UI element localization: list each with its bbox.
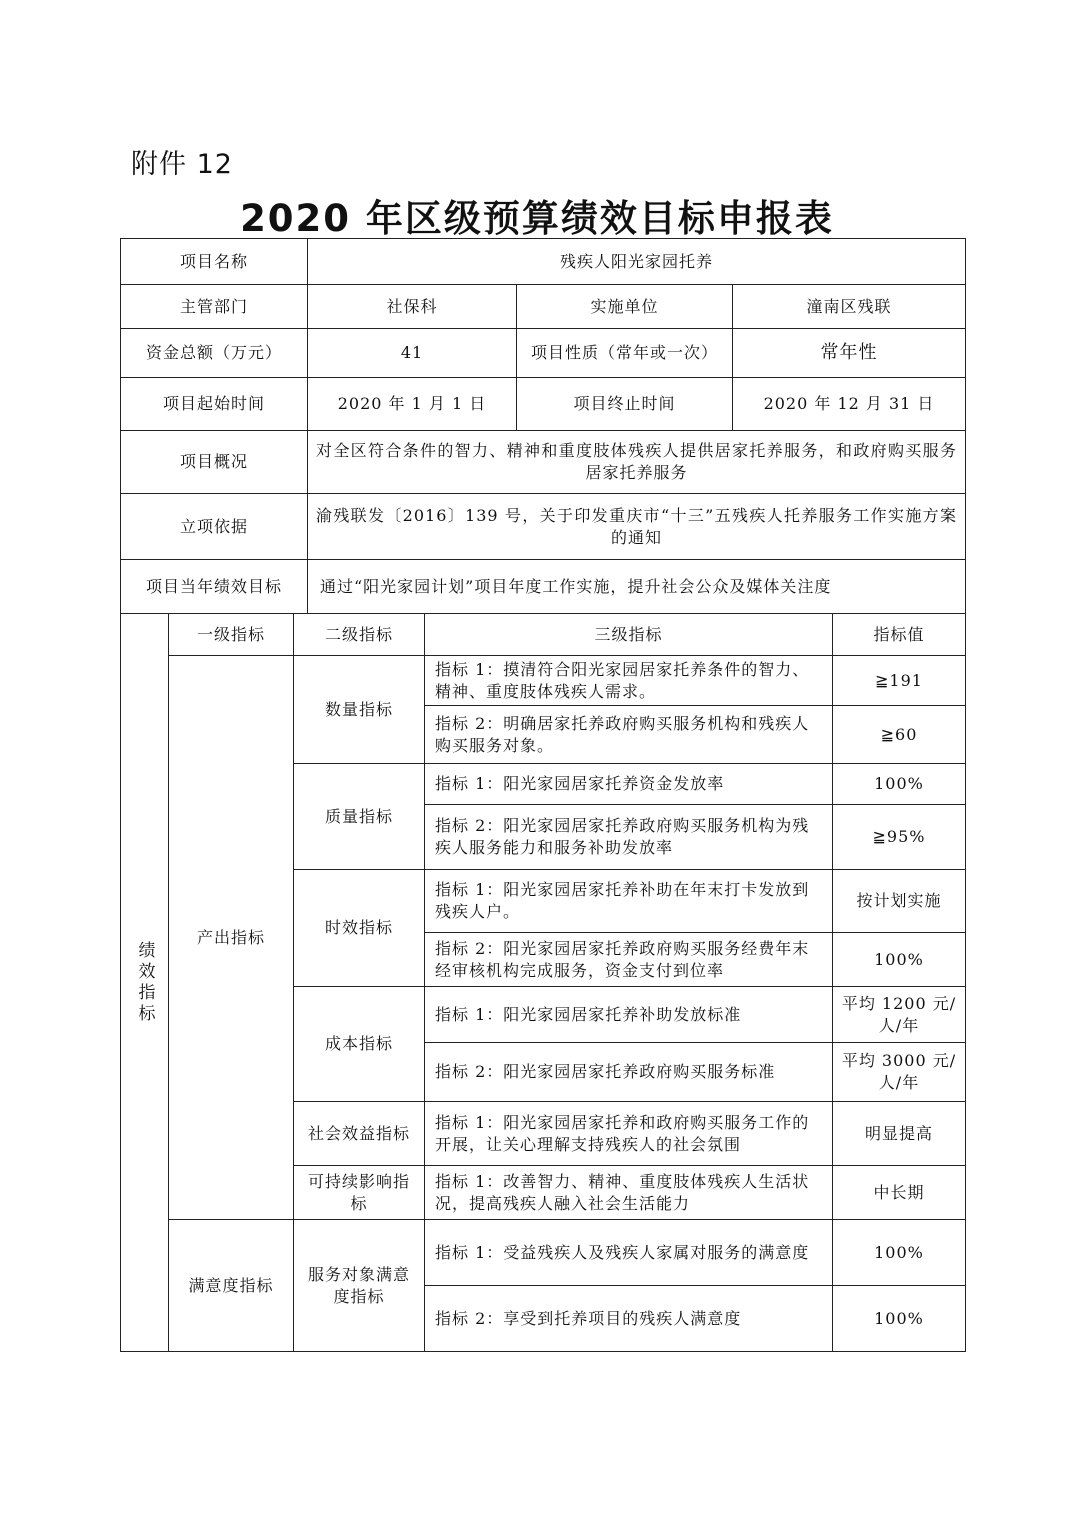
project-name-label: 项目名称: [121, 239, 308, 285]
impl-unit-value: 潼南区残联: [733, 285, 966, 329]
col-header-level3: 三级指标: [425, 614, 833, 656]
indicator-value: 中长期: [833, 1166, 966, 1220]
indicator-value: ≧95%: [833, 805, 966, 870]
indicator-text: 指标 1：摸清符合阳光家园居家托养条件的智力、精神、重度肢体残疾人需求。: [425, 656, 833, 706]
indicator-value: ≧191: [833, 656, 966, 706]
page-title: 2020 年区级预算绩效目标申报表: [240, 197, 834, 240]
col-header-level2: 二级指标: [294, 614, 425, 656]
indicator-text: 指标 1：阳光家园居家托养补助发放标准: [425, 987, 833, 1043]
overview-value: 对全区符合条件的智力、精神和重度肢体残疾人提供居家托养服务，和政府购买服务居家托养服务: [308, 431, 966, 494]
col-header-level1: 一级指标: [169, 614, 294, 656]
sustainable-impact-indicator-label: 可持续影响指标: [294, 1166, 425, 1220]
indicator-value: 明显提高: [833, 1102, 966, 1166]
indicator-text: 指标 2：明确居家托养政府购买服务机构和残疾人购买服务对象。: [425, 706, 833, 764]
end-value: 2020 年 12 月 31 日: [733, 378, 966, 431]
project-info-table: [120, 238, 966, 614]
overview-label: 项目概况: [121, 431, 308, 494]
indicator-value: 100%: [833, 1286, 966, 1352]
fund-value: 41: [308, 329, 517, 378]
fund-label: 资金总额（万元）: [121, 329, 308, 378]
impl-unit-label: 实施单位: [517, 285, 733, 329]
satisfaction-indicator-label: 满意度指标: [169, 1220, 294, 1352]
attachment-number: 附件 12: [131, 149, 233, 180]
goal-label: 项目当年绩效目标: [121, 560, 308, 614]
indicator-text: 指标 2：阳光家园居家托养政府购买服务机构为残疾人服务能力和服务补助发放率: [425, 805, 833, 870]
indicator-value: 100%: [833, 933, 966, 987]
dept-value: 社保科: [308, 285, 517, 329]
service-satisfaction-indicator-label: 服务对象满意度指标: [294, 1220, 425, 1352]
quantity-indicator-label: 数量指标: [294, 656, 425, 764]
indicator-text: 指标 1：改善智力、精神、重度肢体残疾人生活状况，提高残疾人融入社会生活能力: [425, 1166, 833, 1220]
indicator-text: 指标 1：阳光家园居家托养补助在年末打卡发放到残疾人户。: [425, 870, 833, 933]
indicator-text: 指标 2：阳光家园居家托养政府购买服务标准: [425, 1043, 833, 1102]
project-name-value: 残疾人阳光家园托养: [308, 239, 966, 285]
indicator-value: 100%: [833, 1220, 966, 1286]
indicator-value: 平均 1200 元/人/年: [833, 987, 966, 1043]
performance-indicator-table: [120, 613, 966, 1352]
cost-indicator-label: 成本指标: [294, 987, 425, 1102]
quality-indicator-label: 质量指标: [294, 764, 425, 870]
perf-side-label: 绩效指标: [121, 614, 169, 1352]
start-label: 项目起始时间: [121, 378, 308, 431]
output-indicator-label: 产出指标: [169, 656, 294, 1220]
nature-value: 常年性: [733, 329, 966, 378]
dept-label: 主管部门: [121, 285, 308, 329]
indicator-text: 指标 1：阳光家园居家托养资金发放率: [425, 764, 833, 805]
indicator-value: 按计划实施: [833, 870, 966, 933]
basis-label: 立项依据: [121, 494, 308, 560]
nature-label: 项目性质（常年或一次）: [517, 329, 733, 378]
indicator-text: 指标 2：阳光家园居家托养政府购买服务经费年末经审核机构完成服务，资金支付到位率: [425, 933, 833, 987]
social-benefit-indicator-label: 社会效益指标: [294, 1102, 425, 1166]
indicator-text: 指标 1：受益残疾人及残疾人家属对服务的满意度: [425, 1220, 833, 1286]
indicator-value: ≧60: [833, 706, 966, 764]
col-header-value: 指标值: [833, 614, 966, 656]
goal-value: 通过“阳光家园计划”项目年度工作实施，提升社会公众及媒体关注度: [308, 560, 966, 614]
basis-value: 渝残联发〔2016〕139 号，关于印发重庆市“十三”五残疾人托养服务工作实施方案的通知: [308, 494, 966, 560]
start-value: 2020 年 1 月 1 日: [308, 378, 517, 431]
indicator-text: 指标 1：阳光家园居家托养和政府购买服务工作的开展，让关心理解支持残疾人的社会氛围: [425, 1102, 833, 1166]
indicator-value: 平均 3000 元/人/年: [833, 1043, 966, 1102]
timeliness-indicator-label: 时效指标: [294, 870, 425, 987]
indicator-value: 100%: [833, 764, 966, 805]
end-label: 项目终止时间: [517, 378, 733, 431]
indicator-text: 指标 2：享受到托养项目的残疾人满意度: [425, 1286, 833, 1352]
